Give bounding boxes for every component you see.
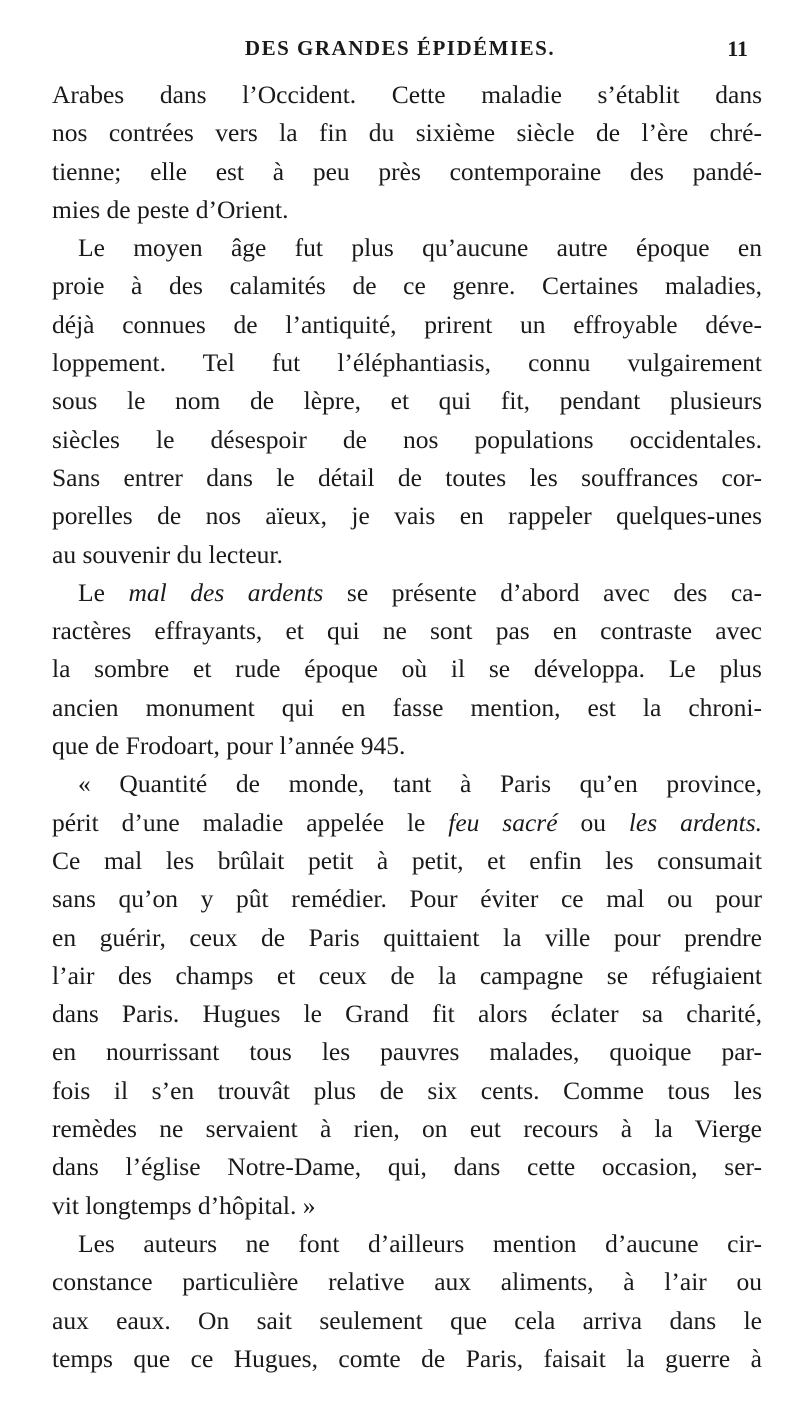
text-line: sous le nom de lèpre, et qui fit, pendant plusieurs (52, 386, 762, 416)
text-line: constance particulière relative aux aliments, à l’air ou (52, 1267, 762, 1297)
text-line: porelles de nos aïeux, je vais en rappeler quelques-unes (52, 501, 762, 531)
text-line: siècles le désespoir de nos populations occidentales. (52, 424, 762, 454)
text-segment: ou (557, 807, 629, 837)
page-header (52, 36, 748, 76)
text-line: remèdes ne servaient à rien, on eut recours à la Vierge (52, 1114, 762, 1144)
text-line: Arabes dans l’Occident. Cette maladie s’établit dans (52, 80, 762, 109)
text-line: dans l’église Notre-Dame, qui, dans cette occasion, ser- (52, 1152, 762, 1182)
text-line: en guérir, ceux de Paris quittaient la ville pour prendre (52, 922, 762, 952)
text-line: « Quantité de monde, tant à Paris qu’en province, (78, 769, 762, 799)
text-line: dans Paris. Hugues le Grand fit alors éclater sa charité, (52, 999, 762, 1029)
text-line: temps que ce Hugues, comte de Paris, faisait la guerre à (52, 1343, 762, 1373)
italic-term: les ardents. (628, 807, 762, 837)
text-line: proie à des calamités de ce genre. Certaines maladies, (52, 271, 762, 301)
text-line: Les auteurs ne font d’ailleurs mention d’aucune cir- (78, 1228, 762, 1258)
text-line: nos contrées vers la fin du sixième siècle de l’ère chré- (52, 118, 762, 148)
text-line: tienne; elle est à peu près contemporaine des pandé- (52, 156, 762, 186)
text-line: loppement. Tel fut l’éléphantiasis, connu vulgairement (52, 348, 762, 378)
page-number: 11 (727, 36, 748, 61)
text-line: que de Frodoart, pour l’année 945. (52, 731, 406, 761)
body-text (52, 76, 762, 1378)
text-line: sans qu’on y pût remédier. Pour éviter ce mal ou pour (52, 884, 762, 914)
text-line: ractères effrayants, et qui ne sont pas en contraste avec (52, 616, 762, 646)
text-line: Ce mal les brûlait petit à petit, et enfin les consumait (52, 845, 762, 875)
text-segment: Le (78, 577, 129, 607)
text-line: déjà connues de l’antiquité, prirent un effroyable déve- (52, 309, 762, 339)
text-line-with-italic (52, 574, 762, 612)
text-line-with-italic (52, 804, 762, 842)
text-line: ancien monument qui en fasse mention, est la chroni- (52, 692, 762, 722)
italic-term: mal des ardents (128, 577, 324, 607)
text-segment: périt d’une maladie appelée le (52, 807, 449, 837)
text-line: vit longtemps d’hôpital. » (52, 1190, 316, 1220)
text-line: l’air des champs et ceux de la campagne se réfugiaient (52, 960, 762, 990)
italic-term: feu sacré (448, 807, 558, 837)
text-line: aux eaux. On sait seulement que cela arriva dans le (52, 1305, 762, 1335)
text-line: au souvenir du lecteur. (52, 539, 283, 569)
text-line: Sans entrer dans le détail de toutes les souffrances cor- (52, 462, 762, 492)
text-line: en nourrissant tous les pauvres malades, quoique par- (52, 1037, 762, 1067)
text-line: mies de peste d’Orient. (52, 194, 289, 224)
text-segment: se présente d’abord avec des ca- (323, 577, 762, 607)
text-line: fois il s’en trouvât plus de six cents. Comme tous les (52, 1075, 762, 1105)
text-line: Le moyen âge fut plus qu’aucune autre époque en (78, 233, 762, 263)
text-line: la sombre et rude époque où il se développa. Le plus (52, 654, 762, 684)
running-title: DES GRANDES ÉPIDÉMIES. (244, 36, 556, 60)
